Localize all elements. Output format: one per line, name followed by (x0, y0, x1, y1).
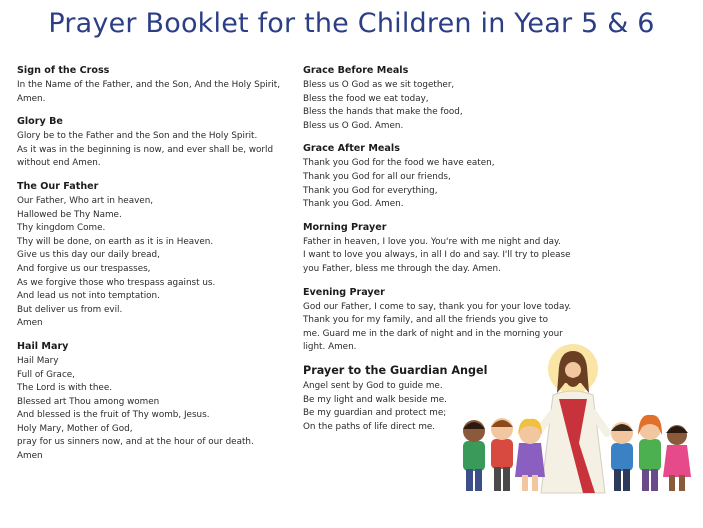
prayer-line: As it was in the beginning is now, and ever shall be, world (17, 144, 274, 155)
prayer-line: Amen (17, 451, 43, 462)
prayer-line: Hallowed be Thy Name. (17, 209, 122, 220)
prayer-line: Be my guardian and protect me; (303, 408, 447, 419)
prayer-line: Bless us O God. Amen. (303, 120, 404, 131)
prayer-line: Blessed art Thou among women (17, 396, 160, 407)
prayer-line: Holy Mary, Mother of God, (17, 423, 133, 434)
prayer-heading: Glory Be (17, 116, 63, 128)
prayer-heading: Grace After Meals (303, 143, 400, 155)
prayer-morning (303, 221, 571, 277)
prayer-line: I want to love you always, in all I do and say. I'll try to please (303, 250, 571, 261)
left-column (17, 64, 287, 473)
prayer-heading: Sign of the Cross (17, 65, 110, 76)
prayer-heading: Evening Prayer (303, 286, 385, 298)
prayer-line: Be my light and walk beside me. (303, 394, 447, 405)
prayer-line: Amen. (17, 93, 46, 104)
prayer-line: Angel sent by God to guide me. (303, 380, 443, 391)
prayer-line: Thy kingdom Come. (17, 223, 106, 234)
prayer-our-father (17, 180, 287, 331)
prayer-line: Thank you God. Amen. (303, 199, 404, 210)
prayer-line: Thank you God for the food we have eaten, (303, 158, 495, 169)
child-3 (515, 419, 545, 491)
prayer-line: Bless us O God as we sit together, (303, 80, 455, 90)
prayer-line: Thank you God for everything, (303, 185, 438, 196)
prayer-line: Give us this day our daily bread, (17, 250, 160, 261)
prayer-line: without end Amen. (17, 158, 101, 169)
prayer-line: Thank you for my family, and all the friends you give to (303, 315, 548, 326)
prayer-heading: Morning Prayer (303, 221, 387, 233)
prayer-line: Father in heaven, I love you. You're with me night and day. (303, 236, 561, 247)
child-2 (491, 418, 513, 491)
child-4 (611, 422, 633, 491)
prayer-line: On the paths of life direct me. (303, 421, 436, 432)
prayer-hail-mary (17, 340, 287, 464)
prayer-heading: Prayer to the Guardian Angel (303, 363, 488, 377)
prayer-grace-after-meals (303, 142, 565, 211)
prayer-line: And blessed is the fruit of Thy womb, Jesus. (17, 410, 210, 421)
prayer-glory-be (17, 115, 287, 171)
prayer-line: me. Guard me in the dark of night and in the morning your (303, 328, 563, 339)
child-5 (638, 415, 662, 491)
prayer-sign-of-the-cross (17, 64, 287, 106)
prayer-line: But deliver us from evil. (17, 304, 123, 315)
prayer-line: Bless the hands that make the food, (303, 107, 463, 118)
prayer-line: pray for us sinners now, and at the hour of our death. (17, 437, 254, 448)
prayer-line: you Father, bless me through the day. Amen. (303, 263, 501, 274)
prayer-line: Our Father, Who art in heaven, (17, 195, 154, 206)
prayer-line: Glory be to the Father and the Son and the Holy Spirit. (17, 131, 258, 142)
prayer-heading: Hail Mary (17, 340, 69, 352)
prayer-line: Bless the food we eat today, (303, 93, 429, 104)
page-title: Prayer Booklet for the Children in Year 5 & 6 (48, 8, 655, 39)
prayer-line: God our Father, I come to say, thank you for your love today. (303, 301, 572, 312)
prayer-grace-before-meals (303, 64, 565, 133)
prayer-line: Full of Grace, (17, 369, 75, 380)
prayer-line: The Lord is with thee. (17, 383, 113, 394)
prayer-line: And lead us not into temptation. (17, 291, 160, 302)
prayer-line: Thank you God for all our friends, (303, 171, 451, 182)
prayer-heading: Grace Before Meals (303, 65, 409, 76)
prayer-line: Amen (17, 318, 43, 329)
prayer-line: In the Name of the Father, and the Son, And the Holy Spirit, (17, 80, 281, 90)
prayer-line: And forgive us our trespasses, (17, 263, 151, 274)
child-1 (463, 420, 485, 491)
jesus-with-children-illustration (455, 343, 695, 498)
child-6 (663, 425, 691, 491)
prayer-line: Thy will be done, on earth as it is in Heaven. (17, 236, 214, 247)
prayer-heading: The Our Father (17, 180, 99, 192)
prayer-line: light. Amen. (303, 342, 357, 353)
prayer-line: Hail Mary (17, 355, 59, 366)
prayer-line: As we forgive those who trespass against us. (17, 277, 216, 288)
